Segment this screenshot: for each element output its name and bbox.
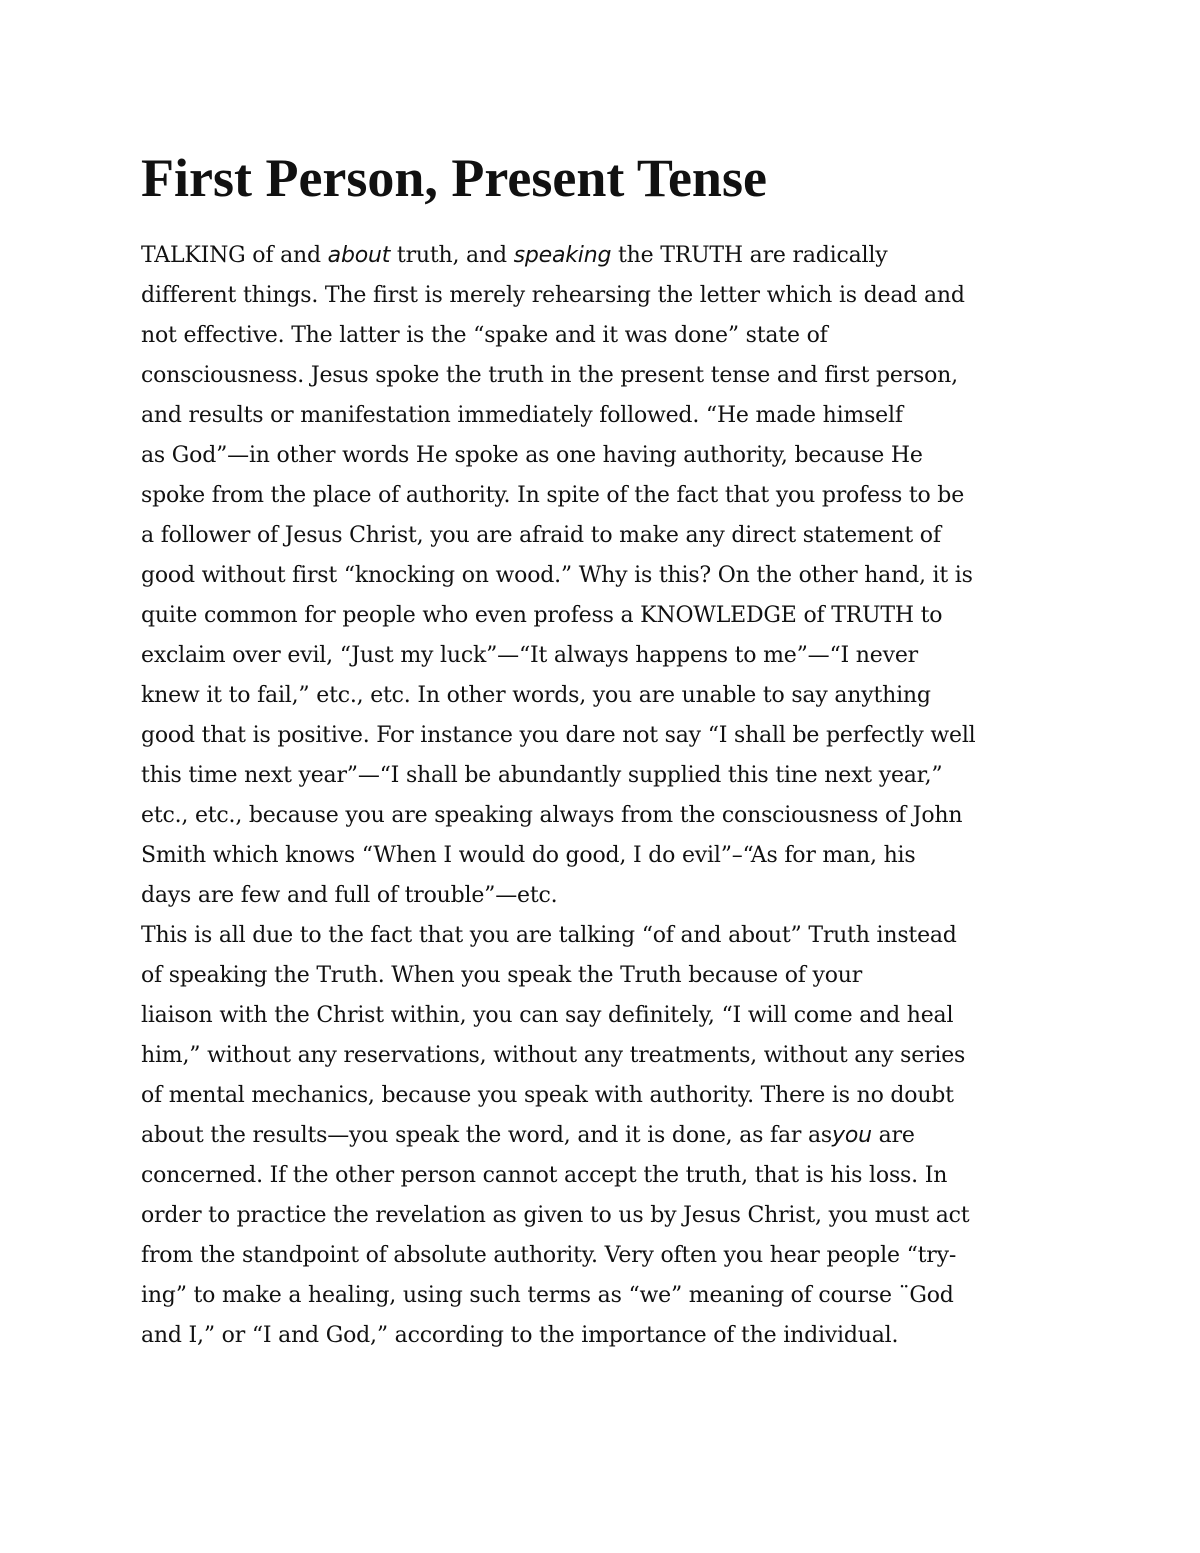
- text-line: [141, 1196, 1081, 1236]
- line-text: This is all due to the fact that you are talking “of and about” Truth instead: [141, 923, 957, 948]
- line-text: exclaim over evil, “Just my luck”—“It always happens to me”—“I never: [141, 643, 918, 668]
- line-text: as God”—in other words He spoke as one having authority, because He: [141, 443, 923, 468]
- text-line: [141, 1036, 1081, 1076]
- line-text: a follower of Jesus Christ, you are afraid to make any direct statement of: [141, 523, 941, 548]
- line-text: good that is positive. For instance you dare not say “I shall be perfectly well: [141, 723, 976, 748]
- text-line: [141, 876, 1081, 916]
- line-text: him,” without any reservations, without any treatments, without any series: [141, 1043, 966, 1068]
- text-line: [141, 1116, 1081, 1156]
- line-text: Smith which knows “When I would do good, I do evil”–“As for man, his: [141, 843, 916, 868]
- text-line: [141, 396, 1081, 436]
- text-line: [141, 236, 1081, 276]
- text-line: [141, 716, 1081, 756]
- text-line: [141, 1316, 1081, 1356]
- line-text: order to practice the revelation as given to us by Jesus Christ, you must act: [141, 1203, 970, 1228]
- line-text: this time next year”—“I shall be abundantly supplied this tine next year,”: [141, 763, 943, 788]
- text-line: [141, 476, 1081, 516]
- emphasized-word: speaking: [513, 243, 612, 268]
- line-text: truth, and: [390, 243, 514, 268]
- line-text: about the results—you speak the word, and it is done, as far as: [141, 1123, 833, 1148]
- text-line: [141, 436, 1081, 476]
- line-text: and results or manifestation immediately followed. “He made himself: [141, 403, 903, 428]
- line-text: days are few and full of trouble”—etc.: [141, 883, 558, 908]
- text-line: [141, 996, 1081, 1036]
- emphasized-word: you: [832, 1123, 872, 1148]
- text-line: [141, 1236, 1081, 1276]
- text-line: [141, 316, 1081, 356]
- text-line: [141, 636, 1081, 676]
- line-text: concerned. If the other person cannot accept the truth, that is his loss. In: [141, 1163, 948, 1188]
- line-text: etc., etc., because you are speaking always from the consciousness of John: [141, 803, 963, 828]
- text-line: [141, 1276, 1081, 1316]
- line-text: are: [871, 1123, 915, 1148]
- text-line: [141, 796, 1081, 836]
- text-line: [141, 756, 1081, 796]
- text-line: [141, 836, 1081, 876]
- line-text: liaison with the Christ within, you can say definitely, “I will come and heal: [141, 1003, 954, 1028]
- text-line: [141, 676, 1081, 716]
- line-text: good without first “knocking on wood.” Why is this? On the other hand, it is: [141, 563, 973, 588]
- text-line: [141, 1076, 1081, 1116]
- text-line: [141, 556, 1081, 596]
- line-text: of mental mechanics, because you speak with authority. There is no doubt: [141, 1083, 954, 1108]
- line-text: different things. The first is merely rehearsing the letter which is dead and: [141, 283, 965, 308]
- line-text: the TRUTH are radically: [611, 243, 888, 268]
- text-line: [141, 916, 1081, 956]
- text-line: [141, 356, 1081, 396]
- emphasized-word: about: [327, 243, 391, 268]
- text-line: [141, 1156, 1081, 1196]
- body-text: [141, 236, 1081, 1356]
- line-text: and I,” or “I and God,” according to the importance of the individual.: [141, 1323, 899, 1348]
- text-line: [141, 276, 1081, 316]
- line-text: TALKING of and: [141, 243, 328, 268]
- text-line: [141, 956, 1081, 996]
- line-text: not effective. The latter is the “spake and it was done” state of: [141, 323, 828, 348]
- text-line: [141, 596, 1081, 636]
- line-text: consciousness. Jesus spoke the truth in the present tense and first person,: [141, 363, 958, 388]
- line-text: quite common for people who even profess a KNOWLEDGE of TRUTH to: [141, 603, 943, 628]
- line-text: spoke from the place of authority. In spite of the fact that you profess to be: [141, 483, 965, 508]
- text-line: [141, 516, 1081, 556]
- line-text: of speaking the Truth. When you speak the Truth because of your: [141, 963, 863, 988]
- line-text: knew it to fail,” etc., etc. In other words, you are unable to say anything: [141, 683, 931, 708]
- line-text: from the standpoint of absolute authority. Very often you hear people “try-: [141, 1243, 957, 1268]
- page-title: First Person, Present Tense: [141, 148, 767, 208]
- line-text: ing” to make a healing, using such terms as “we” meaning of course ¨God: [141, 1283, 954, 1308]
